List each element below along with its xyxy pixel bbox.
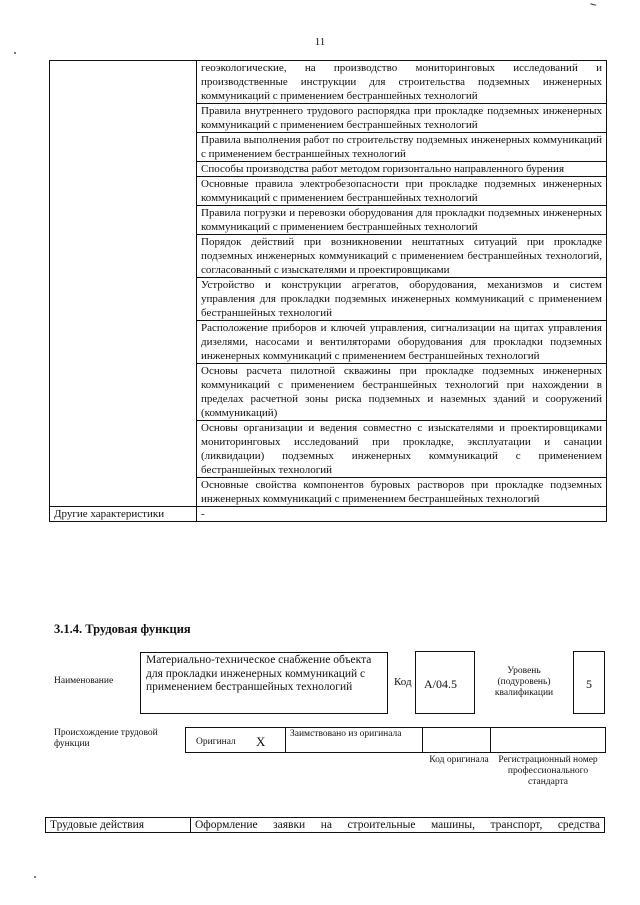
section-heading: 3.1.4. Трудовая функция [54,622,191,636]
labor-actions-first-item: Оформление заявки на строительные машины, транспорт, средства [195,819,600,831]
knowledge-item: Способы производства работ методом горизонтально направленного бурения [197,162,607,177]
original-mark: X [256,734,266,749]
origin-divider-1 [285,728,286,752]
labor-actions-label: Трудовые действия [46,818,191,832]
function-name-box [140,652,388,714]
function-code-value: A/04.5 [424,677,457,691]
function-name-value: Материально-техническое снабжение объекта для прокладки инженерных коммуникаций с применением бестраншейных технологий [146,654,372,693]
level-box [573,651,605,714]
other-characteristics-row [50,507,607,522]
page-number: 11 [314,36,326,48]
knowledge-item: Устройство и конструкции агрегатов, оборудования, механизмов и систем управления для прокладки подземных инженерных коммуникаций с применением бестраншейных технологий [197,278,607,321]
name-label: Наименование [54,676,114,686]
function-code-box [415,651,475,714]
knowledge-item: Правила внутреннего трудового распорядка при прокладке подземных инженерных коммуникаций с применением бестраншейных технологий [197,104,607,133]
other-characteristics-label: Другие характеристики [50,507,197,522]
other-characteristics-value: - [197,507,607,522]
level-value: 5 [586,677,592,691]
knowledge-table [49,60,607,522]
knowledge-item: Расположение приборов и ключей управления, сигнализации на щитах управления дизелями, насосами и вентиляторами оборудования для прокладки подземных инженерных коммуникаций с применением бестраншейных технологий [197,321,607,364]
origin-label: Происхождение трудовой функции [54,728,158,749]
origin-divider-3 [490,728,491,752]
knowledge-row [50,61,607,104]
code-original-label: Код оригинала [429,755,489,765]
scan-dot [14,52,16,54]
borrowed-label: Заимствовано из оригинала [290,729,402,739]
knowledge-item: Основные правила электробезопасности при прокладке подземных инженерных коммуникаций с применением бестраншейных технологий [197,177,607,206]
reg-number-label: Регистрационный номер профессионального стандарта [498,755,598,787]
origin-box [185,727,606,753]
scan-dot [34,876,36,878]
corner-scan-mark [590,3,597,7]
origin-divider-2 [422,728,423,752]
code-label: Код [394,676,412,688]
knowledge-item: Порядок действий при возникновении нештатных ситуаций при прокладке подземных инженерных коммуникаций с применением бестраншейных технологий, согласованный с изыскателями и проектировщиками [197,235,607,278]
knowledge-item: Правила выполнения работ по строительству подземных инженерных коммуникаций с применением бестраншейных технологий [197,133,607,162]
knowledge-item: Основные свойства компонентов буровых растворов при прокладке подземных инженерных коммуникаций с применением бестраншейных технологий [197,478,607,507]
knowledge-label-cell [50,61,197,507]
knowledge-item: геоэкологические, на производство мониторинговых исследований и производственные инструкции для строительства подземных инженерных коммуникаций с применением бестраншейных технологий [197,61,607,104]
level-label: Уровень (подуровень) квалификации [494,666,554,698]
original-label: Оригинал [196,737,236,747]
knowledge-item: Правила погрузки и перевозки оборудования для прокладки подземных инженерных коммуникаций с применением бестраншейных технологий [197,206,607,235]
knowledge-item: Основы организации и ведения совместно с изыскателями и проектировщиками мониторинговых исследований при прокладке, эксплуатации и санации (ликвидации) подземных инженерных коммуникаций с применением бестраншейных технологий [197,421,607,478]
labor-actions-row [45,817,605,833]
knowledge-item: Основы расчета пилотной скважины при прокладке подземных инженерных коммуникаций с применением бестраншейных технологий при нахождении в пределах расчетной зоны риска подземных и наземных зданий и сооружений (коммуникаций) [197,364,607,421]
